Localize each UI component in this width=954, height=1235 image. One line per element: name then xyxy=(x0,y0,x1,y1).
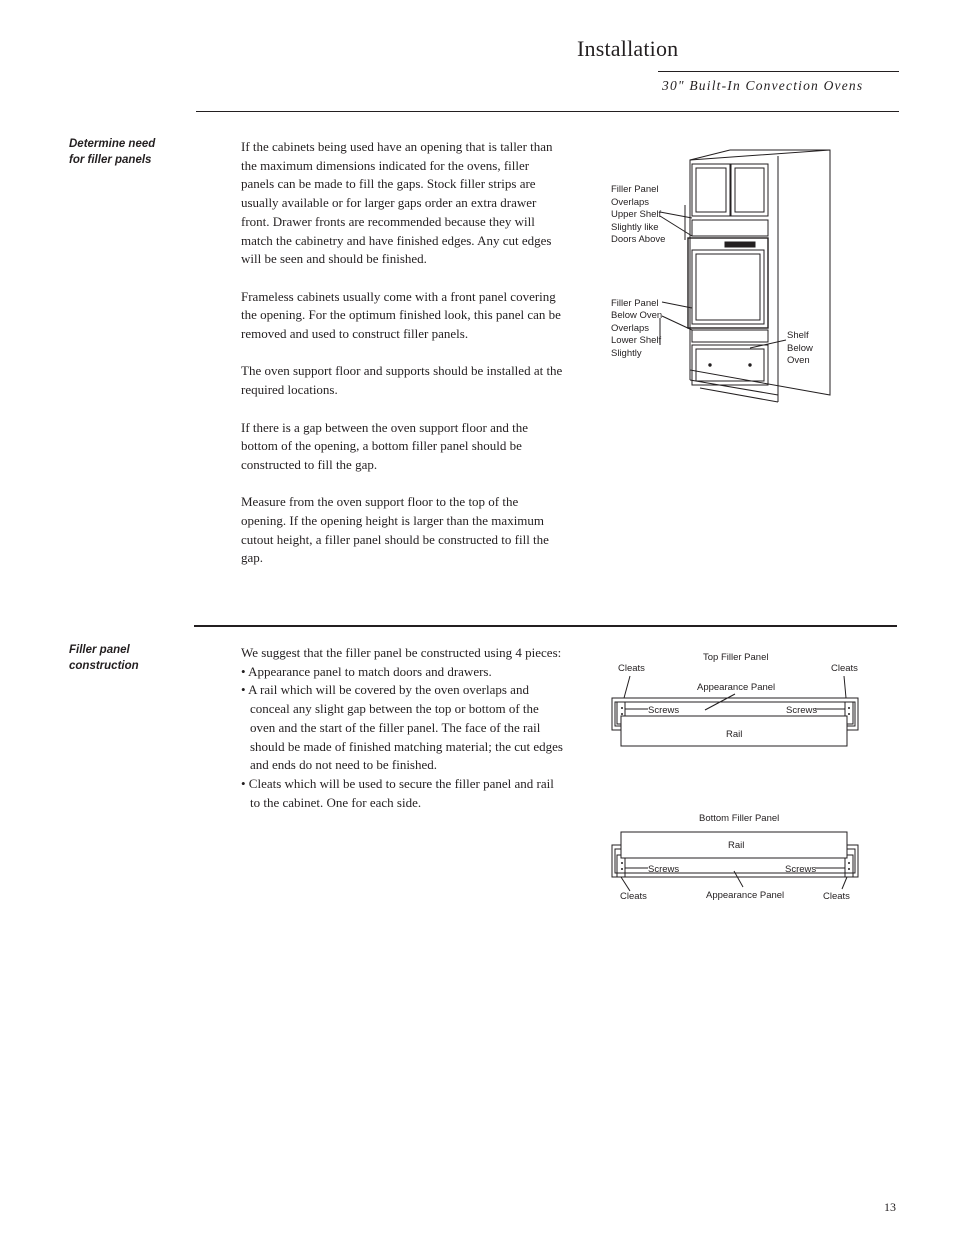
section2-body xyxy=(241,644,563,812)
section-heading-determine: Determine need for filler panels xyxy=(69,138,156,166)
label-lower-3: Overlaps xyxy=(611,323,650,334)
paragraph: Measure from the oven support floor to the top of the opening. If the opening height is larger than the maximum cutout height, a filler panel should be constructed to fill the gap. xyxy=(241,494,549,566)
title-rule xyxy=(658,71,899,72)
bullet-item: • Appearance panel to match doors and drawers. xyxy=(241,663,492,679)
top-filler-panel-diagram xyxy=(600,640,870,760)
label-shelf-3: Oven xyxy=(787,355,810,366)
label-lower-2: Below Oven xyxy=(611,310,663,321)
bottom-filler-panel-diagram xyxy=(600,805,870,910)
paragraph: We suggest that the filler panel be constructed using 4 pieces: xyxy=(241,645,562,660)
label-upper-3: Upper Shelf xyxy=(611,209,662,220)
label-shelf-1: Shelf xyxy=(787,330,809,341)
page-number: 13 xyxy=(884,1200,896,1214)
label-lower-5: Slightly xyxy=(611,348,642,359)
cleats-left-label: Cleats xyxy=(620,891,647,902)
paragraph: The oven support floor and supports should be installed at the required locations. xyxy=(241,363,563,398)
label-upper-1: Filler Panel xyxy=(611,184,659,195)
paragraph: If there is a gap between the oven support floor and the bottom of the opening, a bottom filler panel should be constructed to fill the gap. xyxy=(241,419,528,472)
label-upper-2: Overlaps xyxy=(611,197,650,208)
bullet-item: • Cleats which will be used to secure the filler panel and rail to the cabinet. One for each side. xyxy=(241,775,554,810)
section-rule-mid xyxy=(194,625,897,627)
section-heading-construction: Filler panel construction xyxy=(69,644,139,672)
section1-body xyxy=(241,138,563,587)
label-upper-4: Slightly like xyxy=(611,222,659,233)
screws-right-label: Screws xyxy=(785,864,817,875)
cleats-left-label: Cleats xyxy=(618,663,645,674)
label-lower-1: Filler Panel xyxy=(611,298,659,309)
cleats-right-label: Cleats xyxy=(823,891,850,902)
label-lower-4: Lower Shelf xyxy=(611,335,662,346)
paragraph: Frameless cabinets usually come with a front panel covering the opening. For the optimum finished look, this panel can be removed and used to construct filler panels. xyxy=(241,288,561,342)
appearance-panel-label: Appearance Panel xyxy=(706,890,785,901)
screws-left-label: Screws xyxy=(648,705,680,716)
page-title: Installation xyxy=(577,36,679,61)
bullet-item: • A rail which will be covered by the oven overlaps and conceal any slight gap between the top or bottom of the oven and the start of the filler panel. The face of the rail should be made of finished matching material; the cut edges and ends do not need to be finished. xyxy=(241,682,563,773)
cabinet-illustration xyxy=(600,140,840,410)
rail-label: Rail xyxy=(726,729,743,740)
bottom-panel-title: Bottom Filler Panel xyxy=(699,813,780,824)
paragraph: If the cabinets being used have an opening that is taller than the maximum dimensions indicated for the ovens, filler panels can be made to fill the gaps. Stock filler strips are usually available or for larger gaps order an extra drawer front. Drawer fronts are recommended because they will match the cabinetry and have finished edges. Any cut edges will be seen and should be finished. xyxy=(241,139,553,267)
section-rule-top xyxy=(196,111,899,112)
cleats-right-label: Cleats xyxy=(831,663,858,674)
rail-label: Rail xyxy=(728,840,745,851)
top-panel-title: Top Filler Panel xyxy=(703,652,769,663)
screws-right-label: Screws xyxy=(786,705,818,716)
label-shelf-2: Below xyxy=(787,343,813,354)
page-subtitle: 30" Built-In Convection Ovens xyxy=(662,78,864,93)
label-upper-5: Doors Above xyxy=(611,234,666,245)
appearance-panel-label: Appearance Panel xyxy=(697,682,776,693)
screws-left-label: Screws xyxy=(648,864,680,875)
